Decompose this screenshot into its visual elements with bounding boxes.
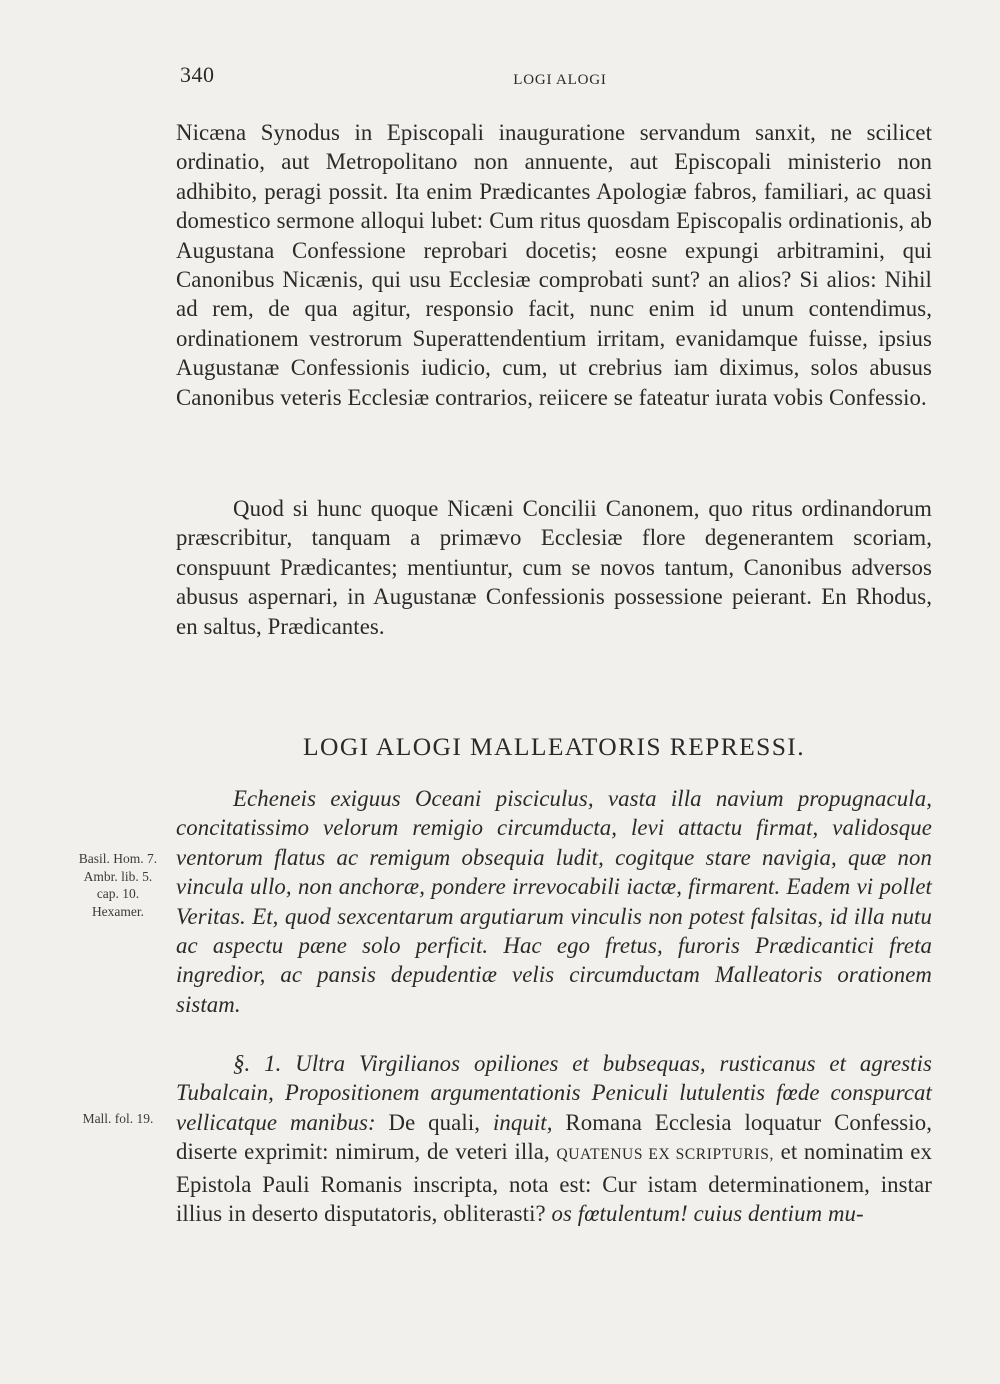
paragraph-4-small-caps: QUATENUS EX SCRIPTURIS,	[556, 1146, 774, 1164]
paragraph-2: Quod si hunc quoque Nicæni Concilii Canonem, quo ritus ordinandorum præscribitur, tanquam a primævo Ecclesiæ flore degenerantem scoriam, conspuunt Prædicantes; mentiuntur, cum se novos tantum, Canonibus adversos abusus aspernari, in Augustanæ Confessionis possessione peierant. En Rhodus, en saltus, Prædicantes.	[176, 496, 932, 639]
paragraph-4-text: Romana Ecclesia loquatur Confessio, diserte exprimit: nimirum, de veteri illa,	[176, 1109, 933, 1165]
margin-note-mall: Mall. fol. 19.	[82, 1111, 154, 1126]
margin-note-line: Hexamer.	[91, 903, 145, 919]
body-text-block	[176, 494, 932, 641]
paragraph-4-text: De quali,	[375, 1109, 493, 1135]
paragraph-4-italic-tail: os fœtulentum! cuius dentium mu-	[551, 1201, 864, 1227]
paragraph-1: Nicæna Synodus in Episcopali inauguratione servandum sanxit, ne scilicet ordinatio, aut Metropolitano non annuente, aut Episcopali ministerio non adhibito, peragi possit. Ita enim Prædicantes Apologiæ fabros, familiari, ac quasi domestico sermone alloqui lubet: Cum ritus quosdam Episcopalis ordinationis, ab Augustana Confessione reprobari docetis; eosne expungi arbitramini, qui Canonibus Nicænis, qui usu Ecclesiæ comprobati sunt? an alios? Si alios: Nihil ad rem, de qua agitur, responsio facit, nunc enim id unum contendimus, ordinationem vestrorum Superattendentium irritam, evanidamque fuisse, ipsius Augustanæ Confessionis iudicio, cum, ut crebrius iam diximus, solos abusus Canonibus veteris Ecclesiæ contrarios, reiicere se fateatur iurata vobis Confessio.	[176, 120, 932, 410]
margin-note-line: cap. 10.	[96, 886, 140, 901]
paragraph-3: Echeneis exiguus Oceani pisciculus, vasta illa navium propugnacula, concitatissimo velorum remigio circumducta, levi attactu firmat, validosque ventorum flatus ac remigum obsequia ludit, cogitque stare navigia, quæ non vincula ullo, non anchoræ, pondere irrevocabili iactæ, firmarent. Eadem vi pollet Veritas. Et, quod sexcentarum argutiarum vinculis non potest falsitas, id illa nutu ac aspectu pæne solo perficit. Hac ego fretus, furoris Prædicantici freta ingredior, ac pansis depudentiæ velis circumductam Malleatoris orationem sistam.	[176, 786, 932, 1017]
margin-note-basil	[60, 850, 176, 920]
paragraph-4	[176, 1049, 932, 1228]
page-number: 340	[180, 62, 215, 87]
body-text-block	[176, 118, 932, 412]
body-text-block	[176, 1049, 932, 1228]
running-head: LOGI ALOGI	[513, 72, 607, 88]
section-heading: LOGI ALOGI MALLEATORIS REPRESSI.	[303, 732, 805, 761]
paragraph-4-text: et nominatim ex Epistola Pauli Romanis inscripta, nota est: Cur istam determinationem, instar illius in deserto disputatoris, obliterasti?	[176, 1139, 932, 1227]
body-text-block	[176, 784, 932, 1019]
margin-note-line: Basil. Hom. 7.	[78, 851, 158, 866]
paragraph-4-italic-lead: §. 1. Ultra Virgilianos opiliones et bubsequas, rusticanus et agrestis Tubalcain, Propositionem argumentationis Peniculi lutulentis fœde conspurcat vellicatque manibus:	[176, 1051, 932, 1135]
margin-note-line: Ambr. lib. 5.	[83, 868, 153, 884]
paragraph-4-inquit: inquit,	[492, 1109, 553, 1135]
